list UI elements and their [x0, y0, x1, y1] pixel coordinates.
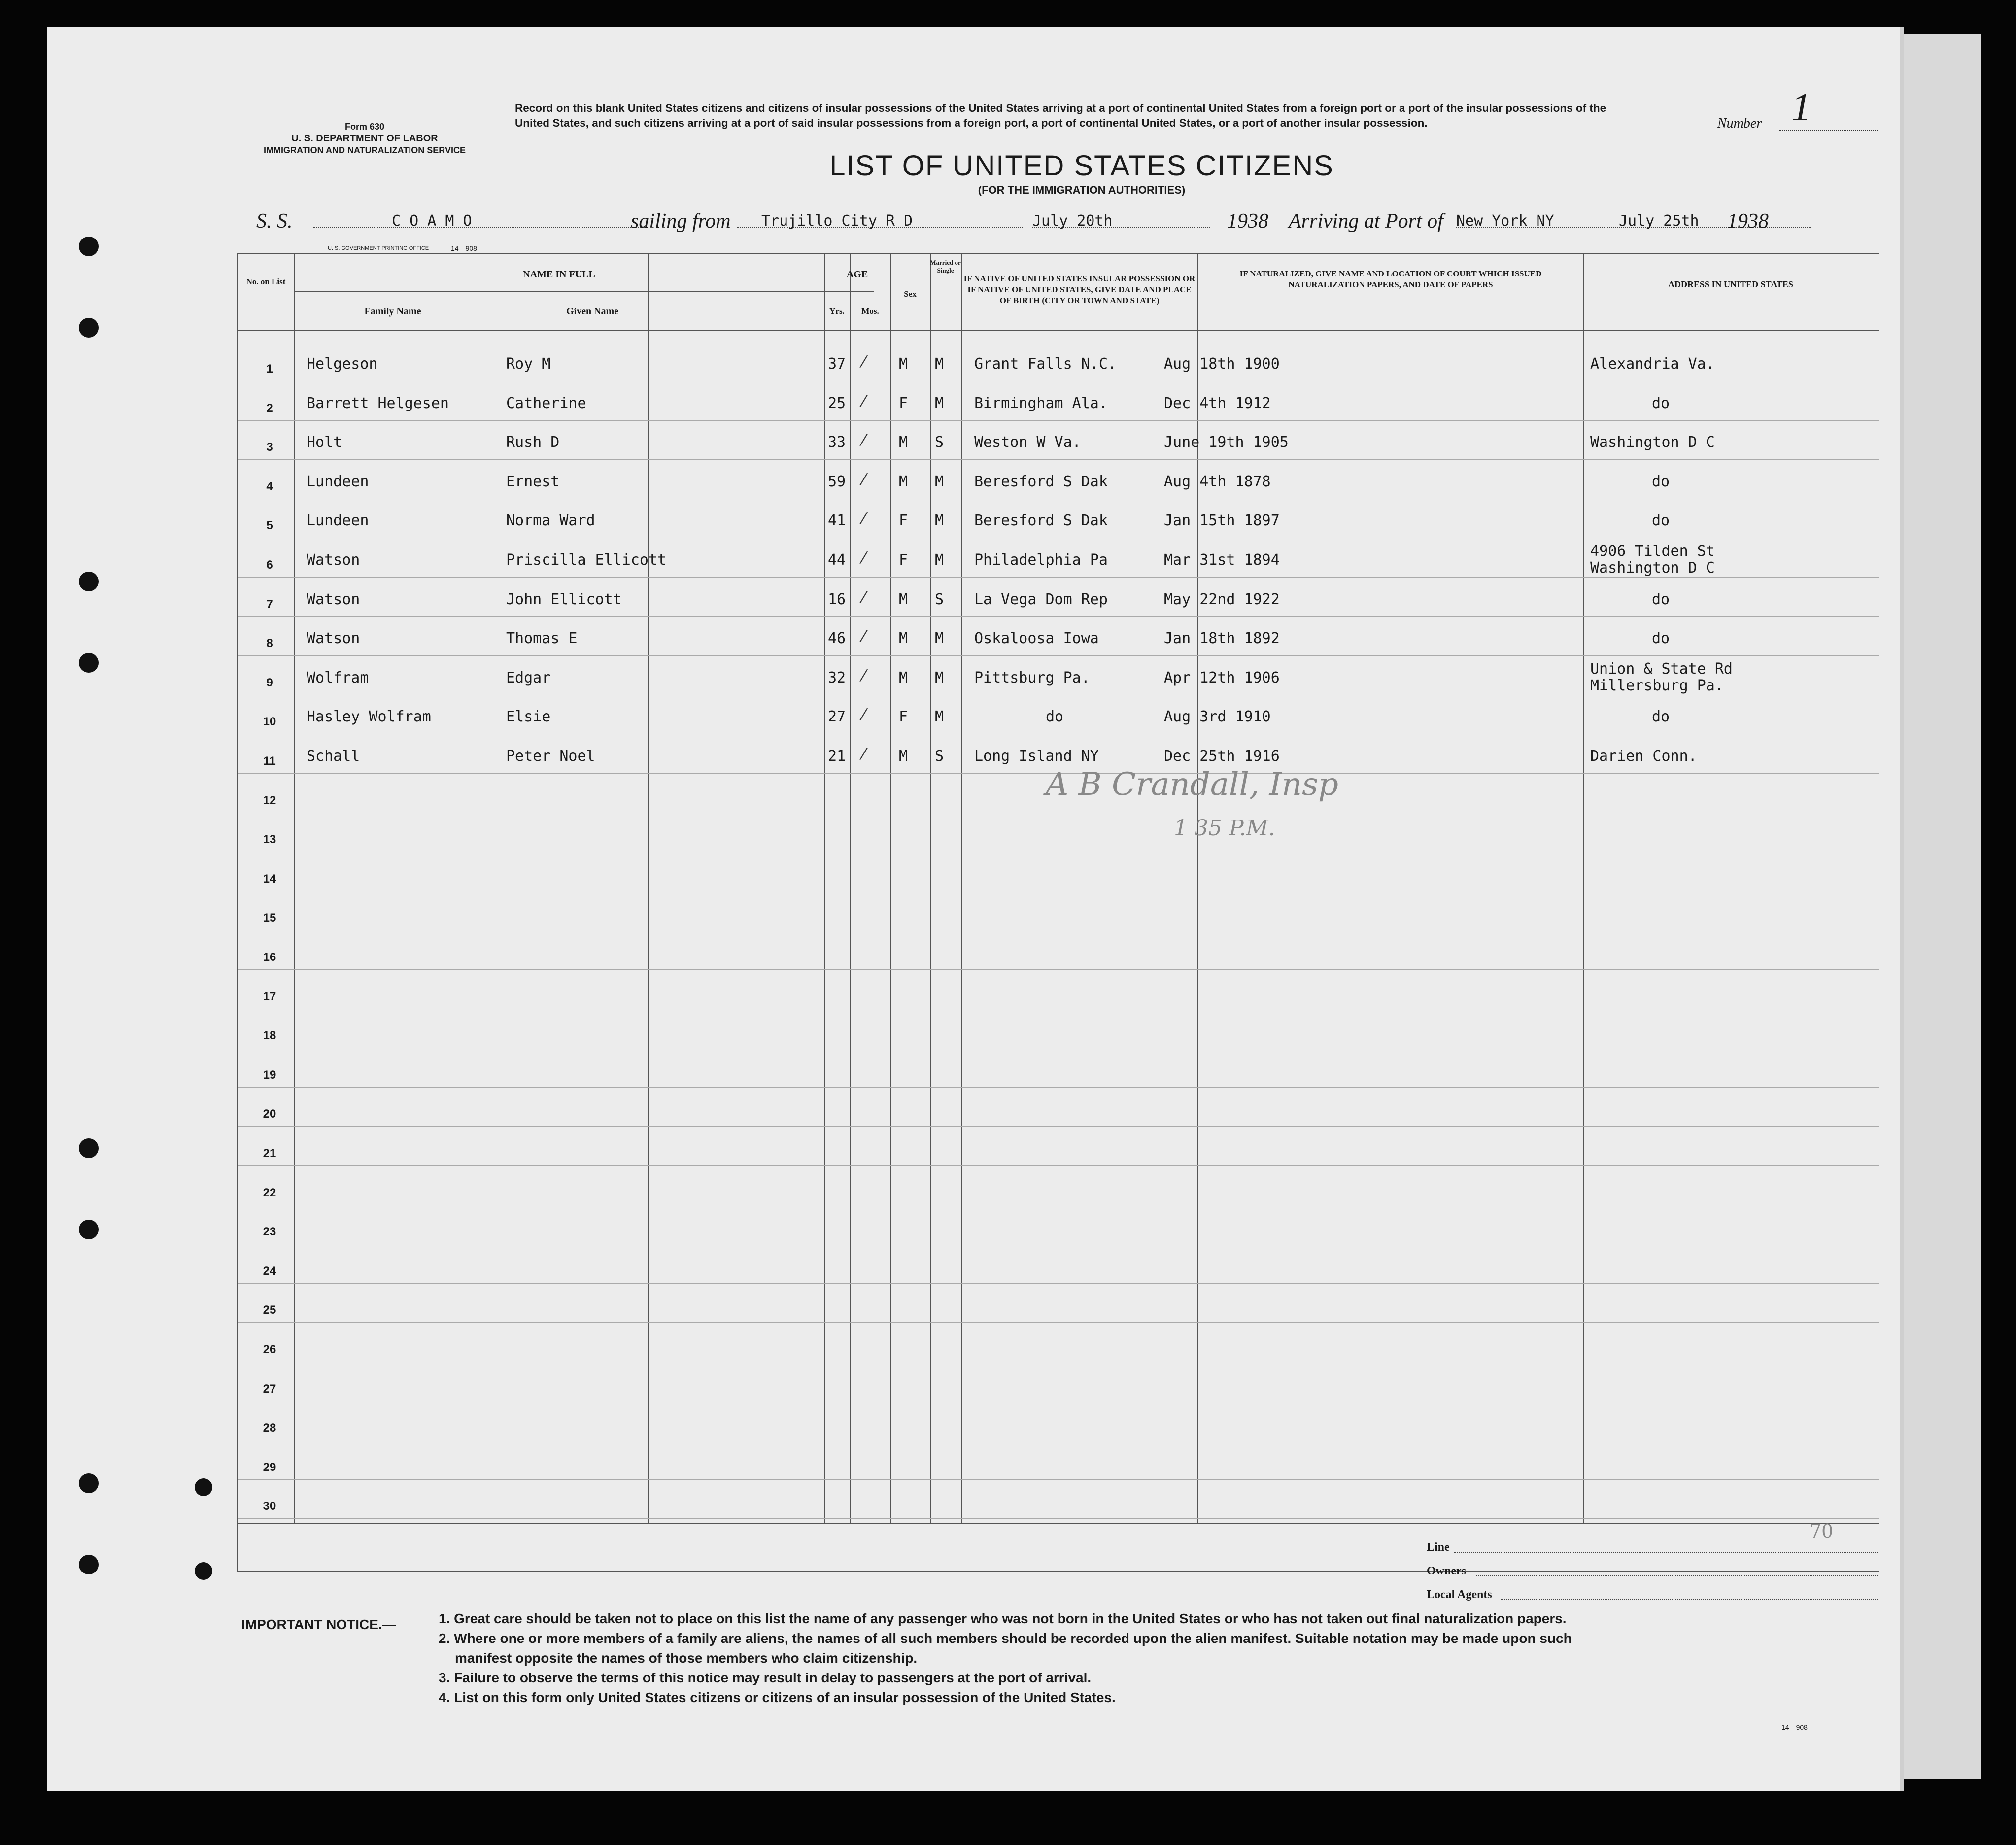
sailing-label: sailing from — [631, 210, 731, 233]
given-name-cell: Priscilla Ellicott — [506, 551, 667, 569]
age-years-cell: 41 — [828, 512, 846, 530]
sex-cell: M — [899, 669, 908, 686]
arriving-label: Arriving at Port of — [1289, 210, 1443, 233]
address-cell: do — [1652, 473, 1670, 490]
notice-title: IMPORTANT NOTICE.— — [241, 1617, 396, 1632]
row-rule — [238, 459, 1879, 460]
address-cell: Alexandria Va. — [1590, 355, 1715, 373]
agents-field — [1501, 1599, 1878, 1600]
address-cell: Union & State Rd — [1590, 660, 1733, 678]
given-name-cell: John Ellicott — [506, 590, 622, 608]
check-mark-icon: ⁄ — [862, 431, 865, 450]
age-years-cell: 46 — [828, 630, 846, 648]
row-number: 15 — [263, 911, 276, 925]
sex-cell: M — [899, 630, 908, 648]
time-note: 1 35 P.M. — [1174, 816, 1275, 841]
header-mos: Mos. — [861, 307, 879, 316]
birthplace-cell: Beresford S Dak — [974, 512, 1108, 530]
ship-name: C O A M O — [392, 212, 472, 230]
given-name-cell: Roy M — [506, 355, 551, 373]
departure-year: 1938 — [1227, 210, 1268, 233]
row-number: 27 — [263, 1382, 276, 1396]
age-years-cell: 32 — [828, 669, 846, 686]
birthdate-cell: Aug 18th 1900 — [1164, 355, 1280, 373]
row-number: 20 — [263, 1107, 276, 1121]
notice-item-4: 4. List on this form only United States citizens or citizens of an insular possession of the United States. — [439, 1690, 1116, 1705]
birthdate-cell: Jan 15th 1897 — [1164, 512, 1280, 530]
row-rule — [238, 969, 1879, 970]
row-number: 23 — [263, 1225, 276, 1239]
row-number: 16 — [263, 951, 276, 964]
given-name-cell: Norma Ward — [506, 512, 595, 530]
sex-cell: M — [899, 355, 908, 373]
page-title: LIST OF UNITED STATES CITIZENS — [829, 150, 1334, 182]
check-mark-icon: ⁄ — [862, 548, 865, 567]
row-number: 2 — [266, 401, 273, 415]
col-line — [850, 254, 851, 1523]
birthplace-cell: Grant Falls N.C. — [974, 355, 1117, 373]
punch-hole — [195, 1562, 212, 1580]
row-number: 6 — [266, 558, 273, 572]
address-cell: Darien Conn. — [1590, 748, 1697, 765]
header-family-name: Family Name — [364, 306, 421, 317]
sex-cell: F — [899, 708, 908, 726]
check-mark-icon: ⁄ — [862, 352, 865, 371]
birthdate-cell: May 22nd 1922 — [1164, 590, 1280, 608]
given-name-cell: Edgar — [506, 669, 551, 686]
birthdate-cell: Jan 18th 1892 — [1164, 630, 1280, 648]
check-mark-icon: ⁄ — [862, 627, 865, 646]
birthplace-cell: La Vega Dom Rep — [974, 590, 1108, 608]
row-number: 26 — [263, 1343, 276, 1356]
age-years-cell: 25 — [828, 394, 846, 412]
row-rule — [238, 1322, 1879, 1323]
row-number: 19 — [263, 1068, 276, 1082]
marital-status-cell: S — [935, 590, 944, 608]
age-years-cell: 37 — [828, 355, 846, 373]
birthplace-cell: Philadelphia Pa — [974, 551, 1108, 569]
row-number: 1 — [266, 362, 273, 376]
row-number: 29 — [263, 1460, 276, 1474]
family-name-cell: Wolfram — [307, 669, 369, 686]
address-cell: do — [1652, 708, 1670, 726]
row-rule — [238, 1479, 1879, 1480]
row-number: 14 — [263, 872, 276, 886]
owners-label: Owners — [1427, 1565, 1466, 1577]
sex-cell: M — [899, 434, 908, 451]
marital-status-cell: M — [935, 630, 944, 648]
check-mark-icon: ⁄ — [862, 666, 865, 685]
punch-hole — [79, 1220, 99, 1239]
address-cell: do — [1652, 590, 1670, 608]
marital-status-cell: M — [935, 551, 944, 569]
address-line2-cell: Washington D C — [1590, 559, 1715, 577]
header-native-birth: IF NATIVE OF UNITED STATES INSULAR POSSESSION OR IF NATIVE OF UNITED STATES, GIVE DATE AND PLACE OF BIRTH (CITY OR TOWN AND STATE) — [963, 274, 1196, 305]
marital-status-cell: M — [935, 394, 944, 412]
punch-hole — [79, 1555, 99, 1574]
row-number: 9 — [266, 676, 273, 689]
marital-status-cell: M — [935, 473, 944, 490]
birthdate-cell: Mar 31st 1894 — [1164, 551, 1280, 569]
row-number: 21 — [263, 1147, 276, 1160]
punch-hole — [79, 653, 99, 673]
given-name-cell: Catherine — [506, 394, 586, 412]
row-number: 17 — [263, 990, 276, 1003]
family-name-cell: Watson — [307, 630, 360, 648]
given-name-cell: Rush D — [506, 434, 560, 451]
row-rule — [238, 616, 1879, 617]
from-port: Trujillo City R D — [761, 212, 913, 230]
header-print-code: 14—908 — [451, 244, 477, 252]
given-name-cell: Thomas E — [506, 630, 578, 648]
number-value: 1 — [1791, 86, 1811, 129]
header-given-name: Given Name — [566, 306, 619, 317]
row-rule — [238, 420, 1879, 421]
check-mark-icon: ⁄ — [862, 470, 865, 489]
header-yrs: Yrs. — [829, 307, 845, 316]
sex-cell: F — [899, 512, 908, 530]
arrival-date: July 25th — [1619, 212, 1699, 230]
row-number: 13 — [263, 833, 276, 847]
arrival-port: New York NY — [1456, 212, 1554, 230]
col-line — [294, 254, 295, 1523]
check-mark-icon: ⁄ — [862, 705, 865, 724]
marital-status-cell: S — [935, 434, 944, 451]
family-name-cell: Helgeson — [307, 355, 378, 373]
family-name-cell: Lundeen — [307, 473, 369, 490]
notice-item-2-cont: manifest opposite the names of those members who claim citizenship. — [455, 1650, 918, 1666]
record-instructions: Record on this blank United States citizens and citizens of insular possessions of the United States arriving at a port of continental United States from a foreign port or a port of the insular possessions of the United States, and such citizens arriving at a port of said insular possessions from a foreign port, a port of continental United States, or a port of another insular possession. — [515, 102, 1606, 129]
age-years-cell: 59 — [828, 473, 846, 490]
header-no: No. on List — [246, 277, 286, 286]
row-number: 25 — [263, 1303, 276, 1317]
col-line — [961, 254, 962, 1523]
age-years-cell: 27 — [828, 708, 846, 726]
form-number: Form 630 — [344, 122, 385, 132]
inspector-signature: A B Crandall, Insp — [1046, 766, 1338, 803]
punch-hole — [79, 318, 99, 338]
line-field — [1454, 1552, 1878, 1553]
form-id-block — [254, 121, 476, 156]
number-label: Number — [1717, 116, 1762, 131]
check-mark-icon: ⁄ — [862, 391, 865, 410]
age-years-cell: 33 — [828, 434, 846, 451]
marital-status-cell: S — [935, 748, 944, 765]
family-name-cell: Hasley Wolfram — [307, 708, 431, 726]
address-cell: do — [1652, 394, 1670, 412]
age-years-cell: 16 — [828, 590, 846, 608]
page-subtitle: (FOR THE IMMIGRATION AUTHORITIES) — [978, 184, 1186, 196]
row-number: 24 — [263, 1264, 276, 1278]
sex-cell: M — [899, 748, 908, 765]
row-number: 4 — [266, 479, 273, 493]
row-number: 28 — [263, 1421, 276, 1435]
row-rule — [238, 1165, 1879, 1166]
birthdate-cell: Apr 12th 1906 — [1164, 669, 1280, 686]
punch-hole — [79, 237, 99, 256]
row-rule — [238, 577, 1879, 578]
birthplace-cell: Beresford S Dak — [974, 473, 1108, 490]
printing-office: U. S. GOVERNMENT PRINTING OFFICE — [328, 245, 429, 251]
marital-status-cell: M — [935, 669, 944, 686]
header-address: ADDRESS IN UNITED STATES — [1668, 279, 1793, 289]
birthplace-cell: Birmingham Ala. — [974, 394, 1108, 412]
check-mark-icon: ⁄ — [862, 745, 865, 763]
notice-item-2: 2. Where one or more members of a family are aliens, the names of all such members should be recorded upon the alien manifest. Suitable notation may be made upon such — [439, 1631, 1572, 1646]
row-number: 3 — [266, 441, 273, 454]
departure-date: July 20th — [1032, 212, 1113, 230]
row-number: 12 — [263, 793, 276, 807]
footer-print-code: 14—908 — [1781, 1723, 1808, 1731]
age-years-cell: 21 — [828, 748, 846, 765]
header-naturalized: IF NATURALIZED, GIVE NAME AND LOCATION OF COURT WHICH ISSUED NATURALIZATION PAPERS, AND DATE OF PAPERS — [1239, 269, 1542, 289]
service-name: IMMIGRATION AND NATURALIZATION SERVICE — [264, 145, 466, 155]
address-cell: 4906 Tilden St — [1590, 543, 1715, 560]
header-rule — [238, 330, 1879, 331]
page-mark: 70 — [1810, 1520, 1834, 1542]
given-name-cell: Ernest — [506, 473, 560, 490]
family-name-cell: Schall — [307, 748, 360, 765]
punch-hole — [79, 1473, 99, 1493]
age-years-cell: 44 — [828, 551, 846, 569]
row-number: 30 — [263, 1500, 276, 1513]
col-line — [648, 254, 649, 1523]
family-name-cell: Barrett Helgesen — [307, 394, 449, 412]
line-label: Line — [1427, 1541, 1450, 1554]
birthplace-cell: Oskaloosa Iowa — [974, 630, 1099, 648]
family-name-cell: Watson — [307, 590, 360, 608]
row-rule — [238, 1126, 1879, 1127]
sex-cell: M — [899, 473, 908, 490]
address-cell: do — [1652, 512, 1670, 530]
subheader-rule — [294, 291, 874, 292]
col-line — [890, 254, 891, 1523]
col-line — [824, 254, 825, 1523]
given-name-cell: Peter Noel — [506, 748, 595, 765]
table-bottom-rule — [238, 1523, 1879, 1524]
row-number: 10 — [263, 715, 276, 729]
check-mark-icon: ⁄ — [862, 587, 865, 607]
col-line — [930, 254, 931, 1523]
col-line — [1583, 254, 1584, 1523]
birthdate-cell: Dec 4th 1912 — [1164, 394, 1271, 412]
birthdate-cell: Aug 3rd 1910 — [1164, 708, 1271, 726]
birthdate-cell: June 19th 1905 — [1164, 434, 1289, 451]
agents-label: Local Agents — [1427, 1588, 1492, 1601]
family-name-cell: Watson — [307, 551, 360, 569]
header-name-in-full: NAME IN FULL — [523, 269, 595, 280]
sex-cell: F — [899, 551, 908, 569]
row-number: 8 — [266, 637, 273, 650]
header-sex: Sex — [904, 289, 917, 299]
address-cell: do — [1652, 630, 1670, 648]
row-number: 11 — [263, 754, 276, 768]
row-number: 22 — [263, 1186, 276, 1199]
punch-hole — [79, 1138, 99, 1158]
sex-cell: M — [899, 590, 908, 608]
birthdate-cell: Dec 25th 1916 — [1164, 748, 1280, 765]
ship-underline — [313, 227, 648, 228]
manifest-page — [47, 27, 1900, 1791]
punch-hole — [195, 1478, 212, 1496]
birthplace-cell: Long Island NY — [974, 748, 1099, 765]
ss-label: S. S. — [256, 210, 293, 233]
birthplace-cell: Weston W Va. — [974, 434, 1081, 451]
notice-item-1: 1. Great care should be taken not to place on this list the name of any passenger who was not born in the United States or who has not taken out final naturalization papers. — [439, 1611, 1567, 1626]
punch-hole — [79, 572, 99, 591]
birthdate-cell: Aug 4th 1878 — [1164, 473, 1271, 490]
check-mark-icon: ⁄ — [862, 509, 865, 528]
citizens-table — [237, 253, 1879, 1572]
row-number: 18 — [263, 1029, 276, 1043]
department-name: U. S. DEPARTMENT OF LABOR — [291, 133, 438, 144]
row-number: 5 — [266, 519, 273, 533]
row-rule — [238, 1518, 1879, 1519]
family-name-cell: Lundeen — [307, 512, 369, 530]
family-name-cell: Holt — [307, 434, 342, 451]
birthplace-cell: do — [1046, 708, 1064, 726]
marital-status-cell: M — [935, 355, 944, 373]
sex-cell: F — [899, 394, 908, 412]
row-rule — [238, 1283, 1879, 1284]
row-rule — [238, 655, 1879, 656]
header-age: AGE — [846, 269, 868, 280]
arrival-year: 1938 — [1727, 210, 1769, 233]
marital-status-cell: M — [935, 512, 944, 530]
address-cell: Washington D C — [1590, 434, 1715, 451]
notice-item-3: 3. Failure to observe the terms of this notice may result in delay to passengers at the port of arrival. — [439, 1670, 1092, 1685]
given-name-cell: Elsie — [506, 708, 551, 726]
row-rule — [238, 1087, 1879, 1088]
birthplace-cell: Pittsburg Pa. — [974, 669, 1090, 686]
owners-field — [1476, 1575, 1878, 1576]
header-married-single: Married or Single — [930, 259, 961, 274]
address-line2-cell: Millersburg Pa. — [1590, 677, 1724, 694]
marital-status-cell: M — [935, 708, 944, 726]
row-number: 7 — [266, 597, 273, 611]
